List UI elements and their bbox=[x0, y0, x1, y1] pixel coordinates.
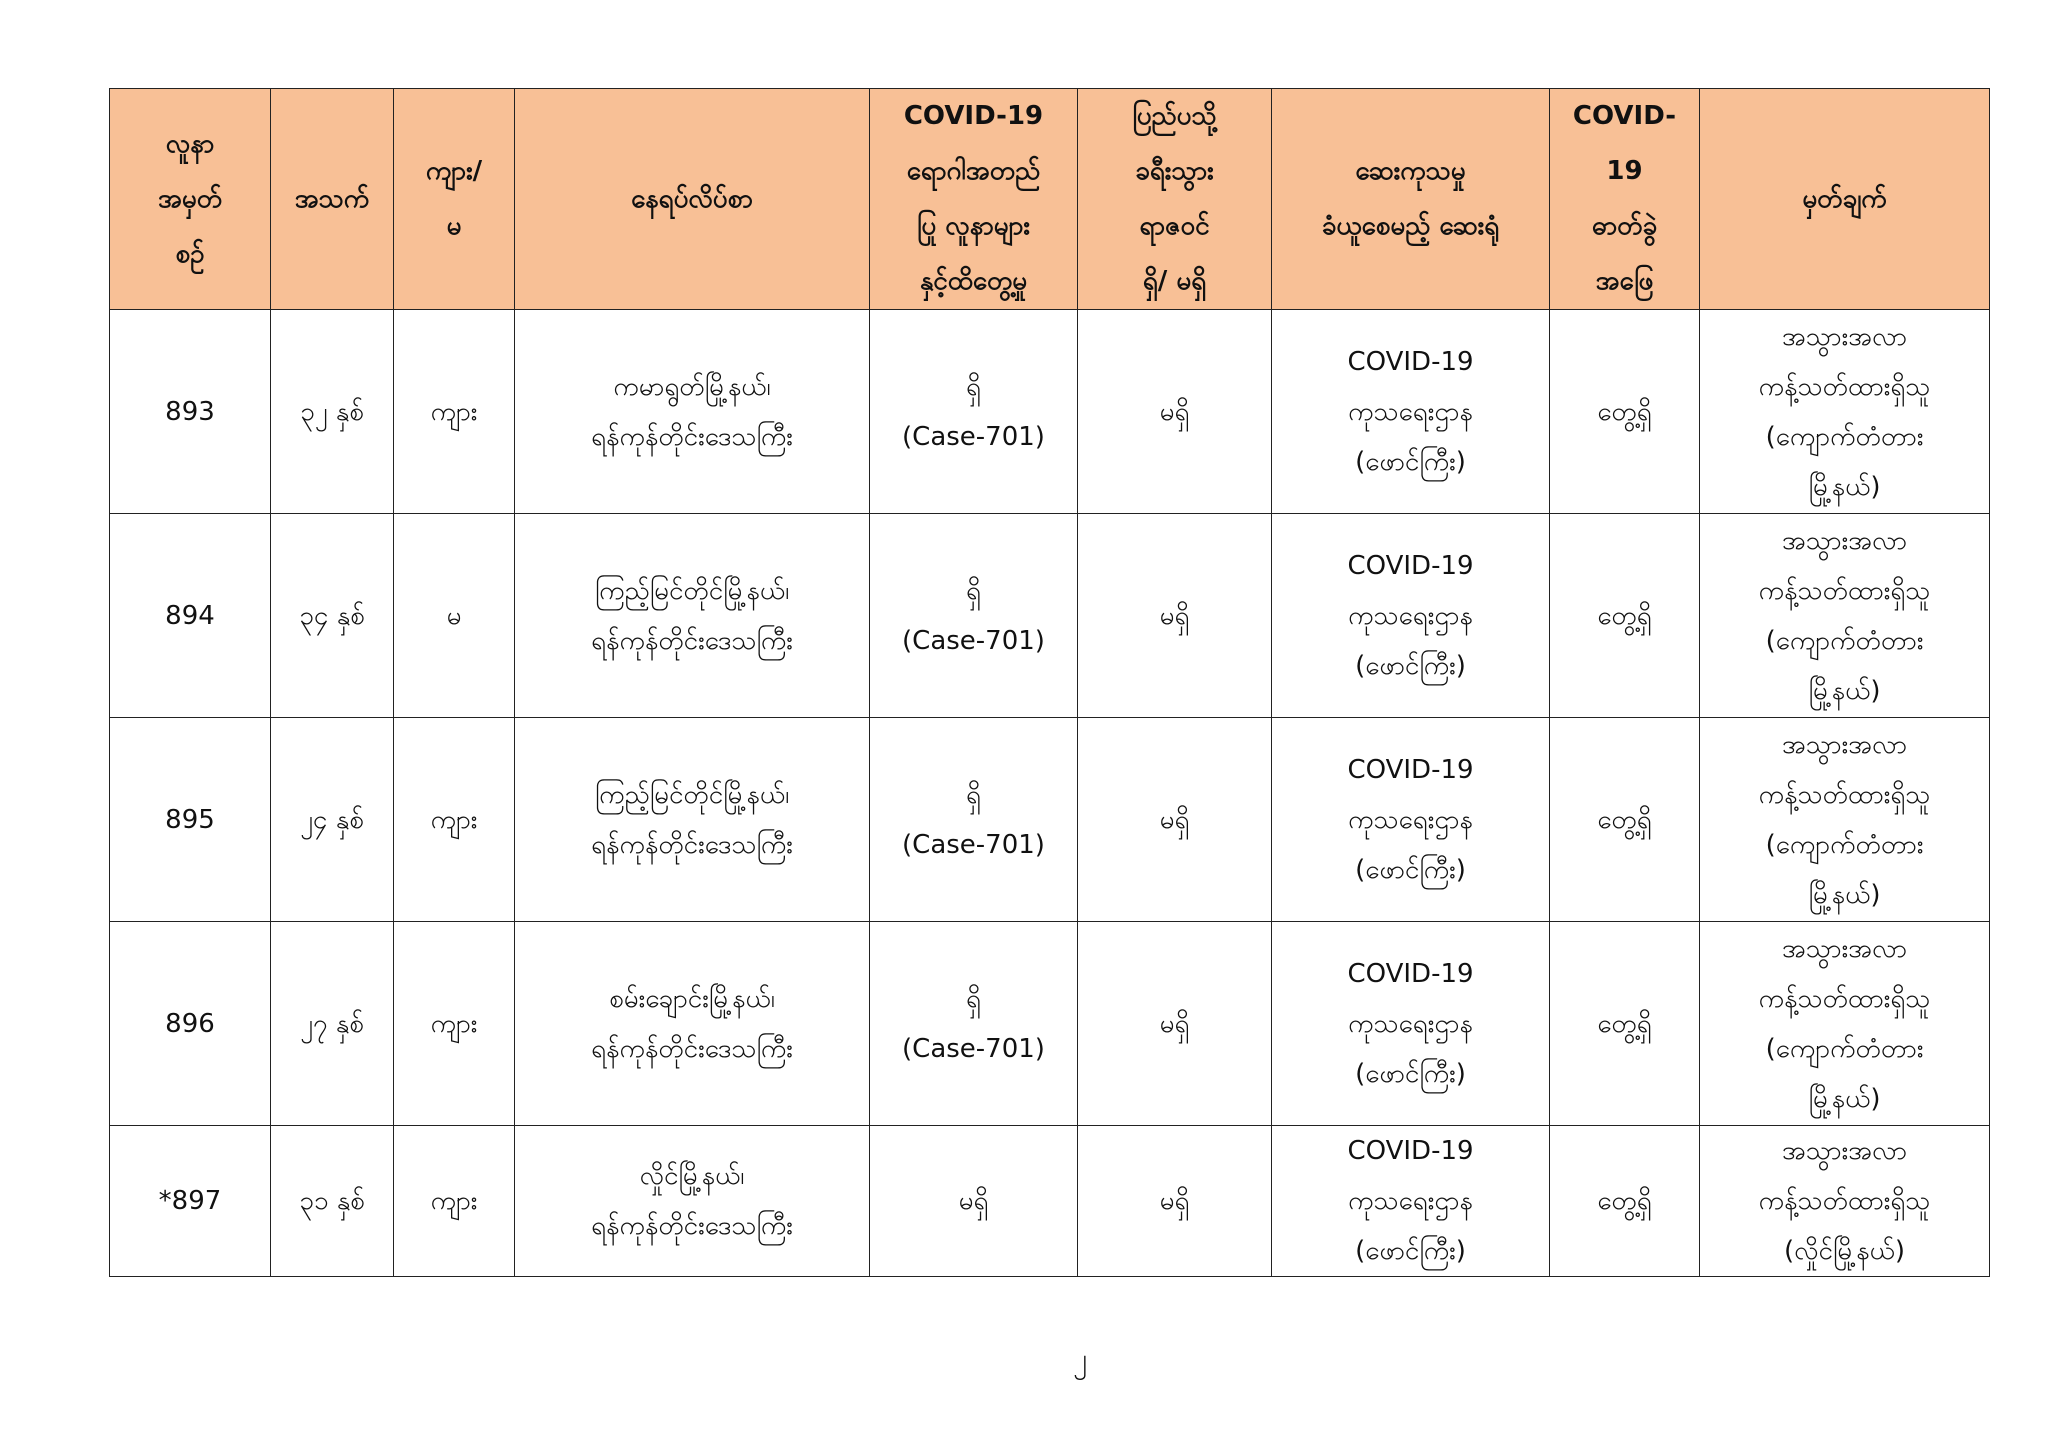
header-address bbox=[515, 89, 870, 310]
table-row bbox=[110, 718, 1990, 922]
header-line: အသက် bbox=[294, 183, 370, 214]
cell-sex: ကျား bbox=[394, 1126, 515, 1277]
header-line: မှတ်ချက် bbox=[1802, 183, 1887, 214]
cell-address-line: ကြည့်မြင်တိုင်မြို့နယ်၊ bbox=[594, 575, 790, 606]
cell-lab-result: တွေ့ရှိ bbox=[1550, 514, 1700, 718]
cell-remarks bbox=[1700, 1126, 1990, 1277]
cell-address-line: စမ်းချောင်းမြို့နယ်၊ bbox=[609, 983, 775, 1014]
cell-age: ၃၄ နှစ် bbox=[271, 514, 394, 718]
cell-hospital bbox=[1272, 310, 1550, 514]
cell-remarks-line: အသွားအလာ bbox=[1781, 321, 1908, 352]
cell-hospital-line: (ဖောင်ကြီး) bbox=[1355, 1236, 1466, 1266]
cell-address-line: လှိုင်မြို့နယ်၊ bbox=[639, 1161, 745, 1191]
header-line: နှင့်ထိတွေ့မှု bbox=[919, 266, 1028, 296]
cell-age: ၃၁ နှစ် bbox=[271, 1126, 394, 1277]
header-case-number bbox=[110, 89, 271, 310]
cell-remarks-line: ကန့်သတ်ထားရှိသူ bbox=[1758, 575, 1931, 606]
cell-contact-line: (Case-701) bbox=[902, 421, 1045, 452]
cell-sex: ကျား bbox=[394, 310, 515, 514]
header-lab-result bbox=[1550, 89, 1700, 310]
cell-case-number: *897 bbox=[110, 1126, 271, 1277]
cell-address-line: ရန်ကုန်တိုင်းဒေသကြီး bbox=[591, 625, 793, 656]
cell-hospital bbox=[1272, 718, 1550, 922]
table-row bbox=[110, 922, 1990, 1126]
header-line: ကျား/ bbox=[425, 156, 483, 186]
cell-hospital bbox=[1272, 922, 1550, 1126]
cell-contact-line: ရှိ bbox=[966, 371, 981, 402]
cell-remarks bbox=[1700, 718, 1990, 922]
header-hospital bbox=[1272, 89, 1550, 310]
cell-hospital-line: (ဖောင်ကြီး) bbox=[1355, 650, 1466, 681]
header-line: ဓာတ်ခွဲ bbox=[1591, 211, 1658, 241]
cell-address bbox=[515, 922, 870, 1126]
header-line: စဉ် bbox=[175, 238, 205, 269]
cell-age: ၂၄ နှစ် bbox=[271, 718, 394, 922]
cell-remarks-line: (လှိုင်မြို့နယ်) bbox=[1783, 1236, 1905, 1266]
cell-remarks-line: (ကျောက်တံတား bbox=[1765, 829, 1924, 860]
cell-travel-history: မရှိ bbox=[1078, 1126, 1272, 1277]
header-line: နေရပ်လိပ်စာ bbox=[631, 183, 753, 214]
cell-lab-result: တွေ့ရှိ bbox=[1550, 718, 1700, 922]
cell-case-number: 893 bbox=[110, 310, 271, 514]
header-sex bbox=[394, 89, 515, 310]
header-line: COVID-19 bbox=[903, 101, 1044, 131]
header-line: လူနာ bbox=[165, 128, 215, 159]
covid-case-table bbox=[109, 88, 1990, 1277]
cell-remarks-line: မြို့နယ်) bbox=[1808, 675, 1881, 706]
page-number: ၂ bbox=[1073, 1342, 1087, 1375]
cell-contact-line: ရှိ bbox=[966, 575, 981, 606]
cell-lab-result: တွေ့ရှိ bbox=[1550, 1126, 1700, 1277]
cell-hospital-line: COVID-19 bbox=[1347, 346, 1474, 377]
cell-contact-line: ရှိ bbox=[966, 983, 981, 1014]
cell-travel-history: မရှိ bbox=[1078, 718, 1272, 922]
cell-hospital-line: (ဖောင်ကြီး) bbox=[1355, 1058, 1466, 1089]
cell-address bbox=[515, 310, 870, 514]
cell-remarks-line: ကန့်သတ်ထားရှိသူ bbox=[1758, 371, 1931, 402]
cell-remarks bbox=[1700, 310, 1990, 514]
cell-lab-result: တွေ့ရှိ bbox=[1550, 922, 1700, 1126]
cell-remarks-line: မြို့နယ်) bbox=[1808, 471, 1881, 502]
cell-remarks-line: အသွားအလာ bbox=[1781, 933, 1908, 964]
header-line: အမှတ် bbox=[157, 183, 223, 214]
cell-hospital-line: COVID-19 bbox=[1347, 958, 1474, 989]
cell-remarks-line: (ကျောက်တံတား bbox=[1765, 421, 1924, 452]
header-line: ရာဇဝင် bbox=[1139, 211, 1210, 241]
cell-sex: ကျား bbox=[394, 718, 515, 922]
cell-remarks-line: အသွားအလာ bbox=[1781, 1136, 1908, 1166]
cell-contact bbox=[870, 718, 1078, 922]
cell-case-number: 894 bbox=[110, 514, 271, 718]
cell-travel-history: မရှိ bbox=[1078, 310, 1272, 514]
cell-contact-line: (Case-701) bbox=[902, 1033, 1045, 1064]
table-row bbox=[110, 514, 1990, 718]
cell-case-number: 896 bbox=[110, 922, 271, 1126]
cell-remarks-line: (ကျောက်တံတား bbox=[1765, 625, 1924, 656]
header-line: ရောဂါအတည် bbox=[906, 156, 1041, 186]
cell-address bbox=[515, 1126, 870, 1277]
table-row bbox=[110, 1126, 1990, 1277]
cell-address bbox=[515, 718, 870, 922]
cell-travel-history: မရှိ bbox=[1078, 514, 1272, 718]
table-row bbox=[110, 310, 1990, 514]
header-line: ရှိ/ မရှိ bbox=[1142, 266, 1207, 296]
header-line: ပြည်ပသို့ bbox=[1132, 101, 1217, 131]
header-row bbox=[110, 89, 1990, 310]
header-line: ခရီးသွား bbox=[1135, 156, 1214, 186]
header-line: မ bbox=[446, 211, 462, 241]
cell-contact-line: (Case-701) bbox=[902, 625, 1045, 656]
cell-remarks-line: မြို့နယ်) bbox=[1808, 879, 1881, 910]
cell-remarks-line: အသွားအလာ bbox=[1781, 729, 1908, 760]
header-remarks bbox=[1700, 89, 1990, 310]
cell-remarks-line: ကန့်သတ်ထားရှိသူ bbox=[1758, 983, 1931, 1014]
table-header bbox=[110, 89, 1990, 310]
cell-contact bbox=[870, 310, 1078, 514]
cell-contact-line: (Case-701) bbox=[902, 829, 1045, 860]
cell-remarks-line: မြို့နယ်) bbox=[1808, 1083, 1881, 1114]
cell-address-line: ရန်ကုန်တိုင်းဒေသကြီး bbox=[591, 421, 793, 452]
header-contact bbox=[870, 89, 1078, 310]
cell-hospital-line: ကုသရေးဌာန bbox=[1348, 1186, 1473, 1216]
cell-remarks-line: ကန့်သတ်ထားရှိသူ bbox=[1758, 779, 1931, 810]
cell-age: ၂၇ နှစ် bbox=[271, 922, 394, 1126]
cell-hospital-line: ကုသရေးဌာန bbox=[1348, 804, 1473, 835]
header-travel-history bbox=[1078, 89, 1272, 310]
cell-hospital-line: COVID-19 bbox=[1347, 1136, 1474, 1166]
cell-travel-history: မရှိ bbox=[1078, 922, 1272, 1126]
header-age bbox=[271, 89, 394, 310]
cell-hospital-line: (ဖောင်ကြီး) bbox=[1355, 854, 1466, 885]
table-body bbox=[110, 310, 1990, 1277]
cell-contact-line: ရှိ bbox=[966, 779, 981, 810]
header-line: ပြု လူနာများ bbox=[916, 211, 1031, 241]
cell-address-line: ရန်ကုန်တိုင်းဒေသကြီး bbox=[591, 1033, 793, 1064]
cell-address bbox=[515, 514, 870, 718]
cell-contact-line: မရှိ bbox=[958, 1186, 989, 1216]
cell-hospital-line: COVID-19 bbox=[1347, 754, 1474, 785]
cell-hospital bbox=[1272, 514, 1550, 718]
cell-contact bbox=[870, 922, 1078, 1126]
header-line: 19 bbox=[1606, 156, 1643, 186]
cell-hospital-line: ကုသရေးဌာန bbox=[1348, 600, 1473, 631]
cell-hospital-line: ကုသရေးဌာန bbox=[1348, 396, 1473, 427]
cell-remarks-line: အသွားအလာ bbox=[1781, 525, 1908, 556]
cell-hospital-line: (ဖောင်ကြီး) bbox=[1355, 446, 1466, 477]
cell-contact bbox=[870, 514, 1078, 718]
header-line: ဆေးကုသမှု bbox=[1355, 156, 1466, 186]
header-line: အဖြေ bbox=[1595, 266, 1654, 296]
cell-sex: မ bbox=[394, 514, 515, 718]
cell-remarks bbox=[1700, 514, 1990, 718]
cell-contact bbox=[870, 1126, 1078, 1277]
cell-address-line: ကြည့်မြင်တိုင်မြို့နယ်၊ bbox=[594, 779, 790, 810]
cell-remarks-line: ကန့်သတ်ထားရှိသူ bbox=[1758, 1186, 1931, 1216]
cell-sex: ကျား bbox=[394, 922, 515, 1126]
cell-case-number: 895 bbox=[110, 718, 271, 922]
cell-hospital-line: COVID-19 bbox=[1347, 550, 1474, 581]
cell-address-line: ရန်ကုန်တိုင်းဒေသကြီး bbox=[591, 1211, 793, 1241]
cell-address-line: ကမာရွတ်မြို့နယ်၊ bbox=[613, 371, 771, 402]
cell-hospital bbox=[1272, 1126, 1550, 1277]
header-line: COVID- bbox=[1572, 101, 1677, 131]
cell-remarks-line: (ကျောက်တံတား bbox=[1765, 1033, 1924, 1064]
header-line: ခံယူစေမည့် ဆေးရုံ bbox=[1321, 211, 1500, 241]
cell-lab-result: တွေ့ရှိ bbox=[1550, 310, 1700, 514]
cell-remarks bbox=[1700, 922, 1990, 1126]
cell-hospital-line: ကုသရေးဌာန bbox=[1348, 1008, 1473, 1039]
cell-age: ၃၂ နှစ် bbox=[271, 310, 394, 514]
cell-address-line: ရန်ကုန်တိုင်းဒေသကြီး bbox=[591, 829, 793, 860]
